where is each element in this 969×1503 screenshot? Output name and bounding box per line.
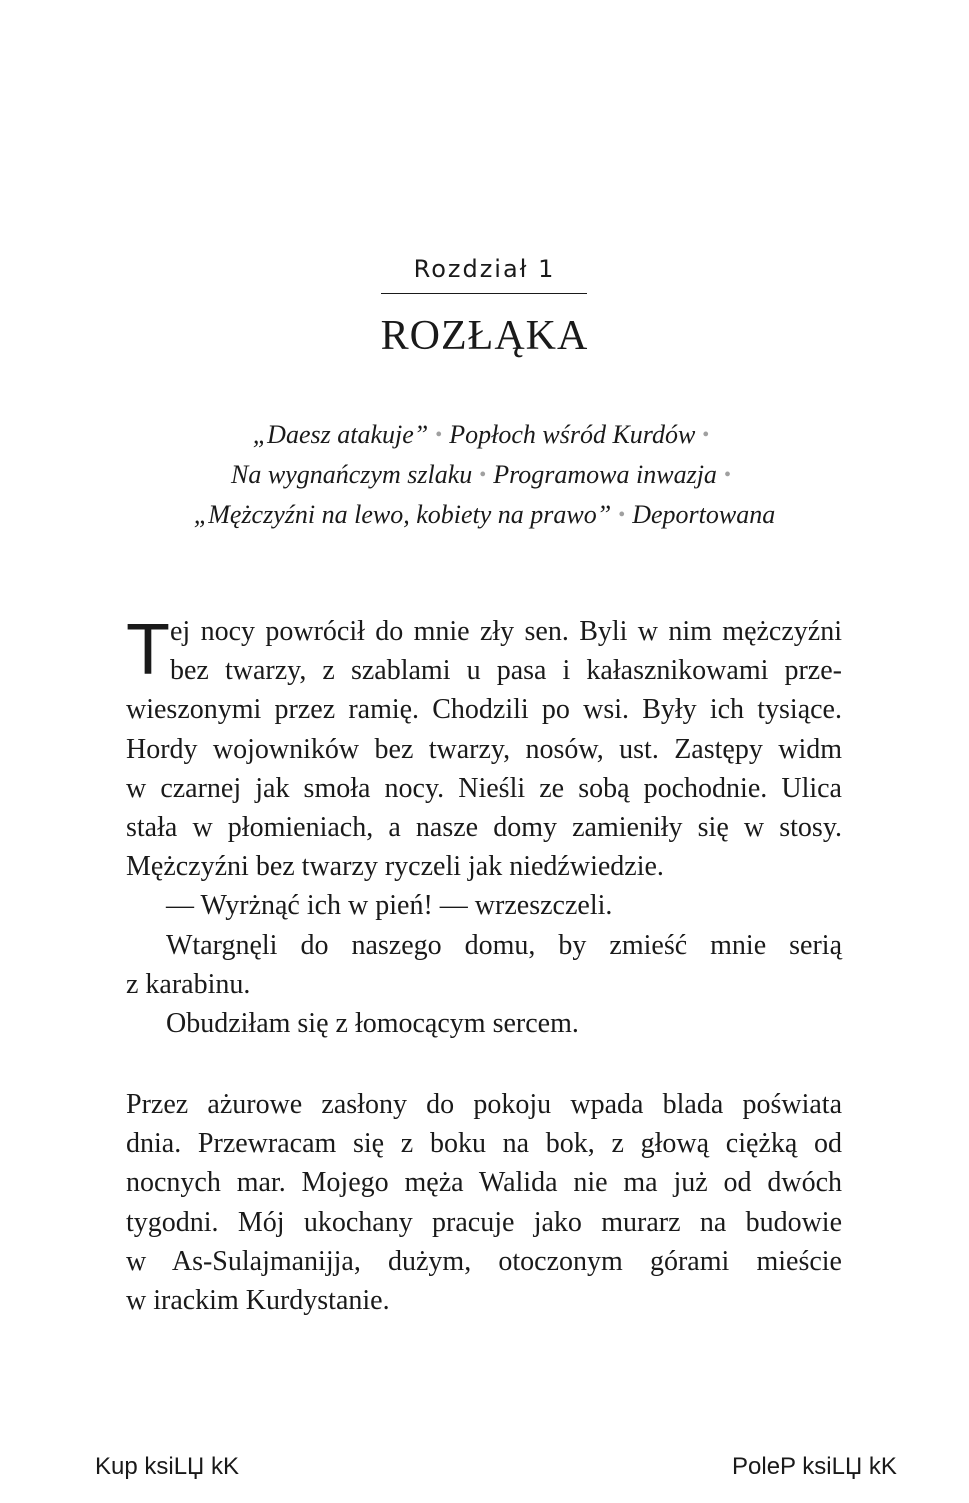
text-line: Hordy wojowników bez twarzy, nosów, ust. Zastępy widm xyxy=(126,733,842,765)
text-line: Mężczyźni bez twarzy ryczeli jak niedźwiedzie. xyxy=(126,851,664,883)
summary-item: „Mężczyźni na lewo, kobiety na prawo” xyxy=(193,500,612,529)
chapter-title: ROZŁĄKA xyxy=(380,313,589,359)
text-line: Przez ażurowe zasłony do pokoju wpada blada poświata xyxy=(126,1089,842,1120)
text-line: — Wyrżnąć ich w pień! — wrzeszczeli. xyxy=(166,890,613,922)
bullet-icon: • xyxy=(618,504,626,526)
text-line: bez twarzy, z szablami u pasa i kałasznikowami prze- xyxy=(170,655,842,687)
summary-item: „Daesz atakuje” xyxy=(252,420,429,449)
text-line: dnia. Przewracam się z boku na bok, z głową ciężką od xyxy=(126,1128,842,1160)
text-line: Obudziłam się z łomocącym sercem. xyxy=(166,1008,579,1040)
chapter-rule xyxy=(381,293,587,294)
recommend-book-link[interactable]: PoleP ksiLЏ kK xyxy=(732,1453,897,1480)
summary-item: Popłoch wśród Kurdów xyxy=(449,420,696,449)
text-line: Wtargnęli do naszego domu, by zmieść mnie serią xyxy=(166,929,842,961)
chapter-summary xyxy=(0,416,969,536)
text-line: w As-Sulajmanijja, dużym, otoczonym górami mieście xyxy=(126,1245,842,1277)
text-line: stała w płomieniach, a nasze domy zamieniły się w stosy. xyxy=(126,812,842,844)
text-line: w irackim Kurdystanie. xyxy=(126,1285,390,1317)
bullet-icon: • xyxy=(435,424,443,446)
text-line: w czarnej jak smoła nocy. Nieśli ze sobą pochodnie. Ulica xyxy=(126,772,842,804)
text-line: z karabinu. xyxy=(126,968,251,1000)
summary-line xyxy=(0,496,969,536)
summary-item: Na wygnańczym szlaku xyxy=(231,460,473,489)
bullet-icon: • xyxy=(723,464,731,486)
text-line: tygodni. Mój ukochany pracuje jako murarz na budowie xyxy=(126,1206,842,1238)
summary-item: Programowa inwazja xyxy=(493,460,717,489)
drop-cap: T xyxy=(126,610,170,690)
buy-book-link[interactable]: Kup ksiLЏ kK xyxy=(95,1453,239,1480)
text-line: nocnych mar. Mojego męża Walida nie ma już od dwóch xyxy=(126,1167,842,1199)
text-line: ej nocy powrócił do mnie zły sen. Byli w nim mężczyźni xyxy=(170,616,842,647)
bullet-icon: • xyxy=(702,424,710,446)
summary-line xyxy=(0,456,969,496)
body-text-block xyxy=(126,612,842,1043)
text-line: wieszonymi przez ramię. Chodzili po wsi. Były ich tysiące. xyxy=(126,694,842,726)
chapter-label: Rozdział 1 xyxy=(413,255,556,283)
bullet-icon: • xyxy=(479,464,487,486)
body-text-block xyxy=(126,1085,842,1320)
summary-line xyxy=(0,416,969,456)
summary-item: Deportowana xyxy=(632,500,776,529)
